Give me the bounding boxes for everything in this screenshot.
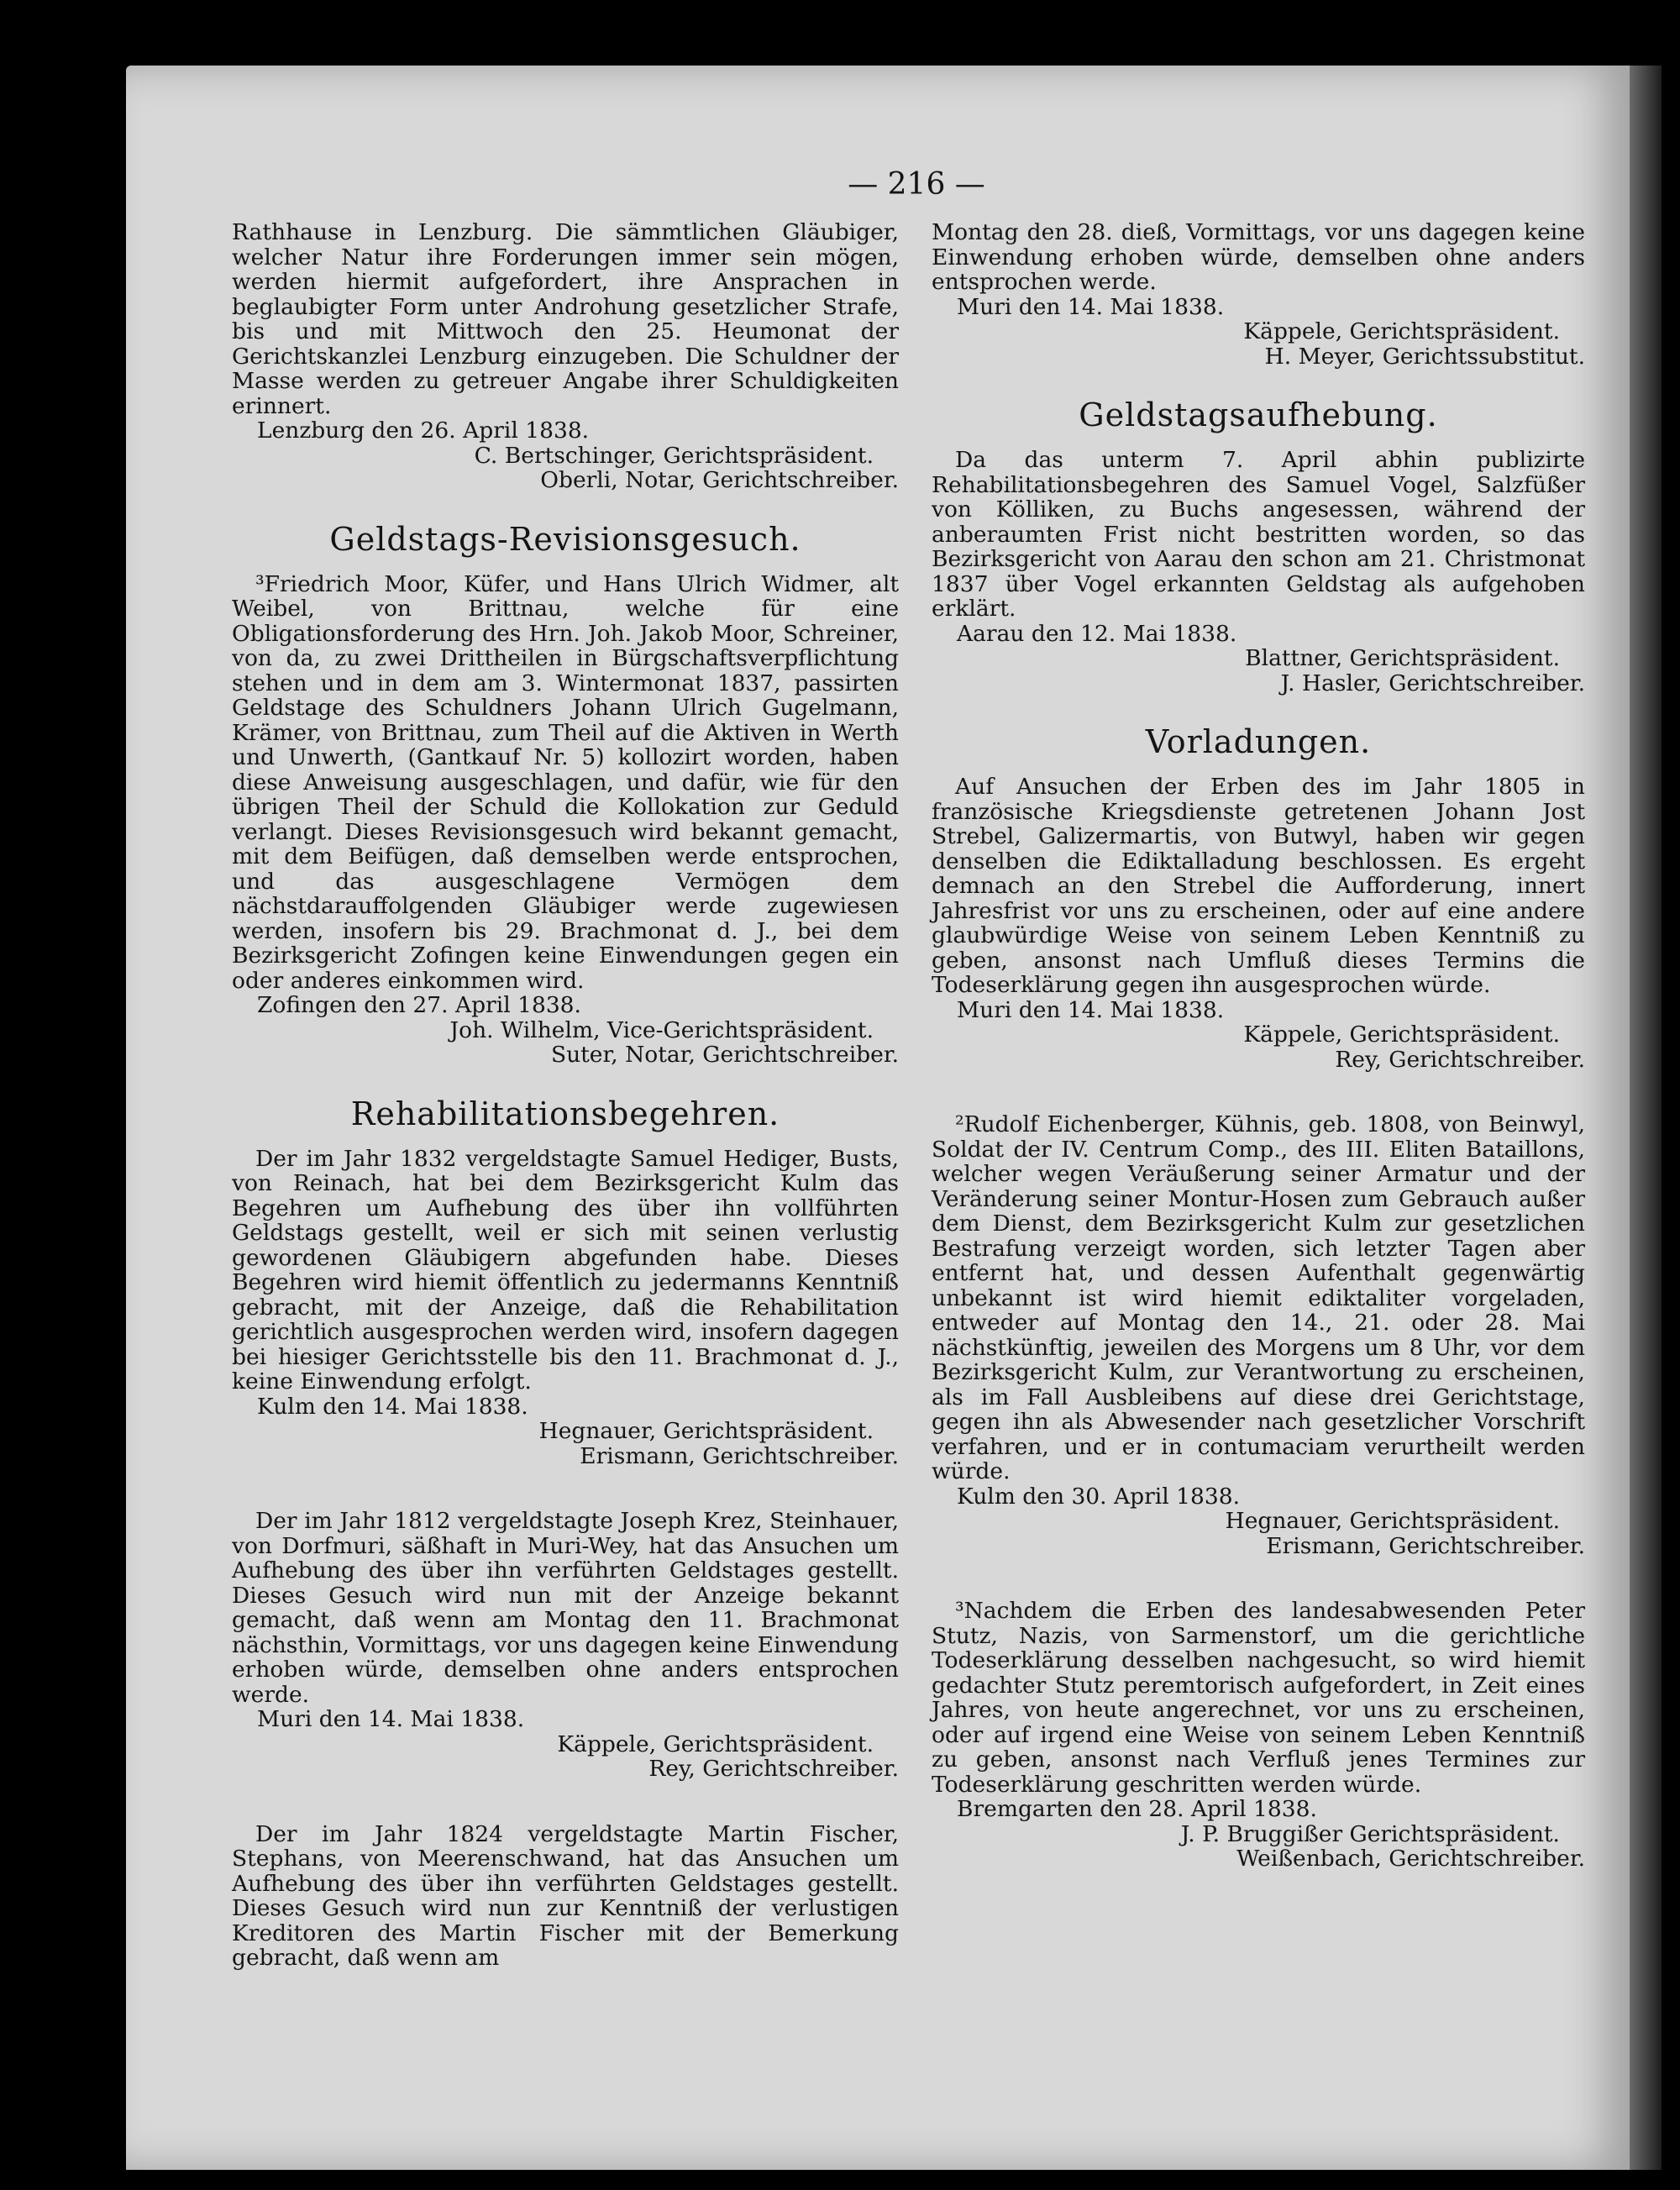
intro-signature-2: Oberli, Notar, Gerichtschreiber. [540,467,899,493]
heading-revisionsgesuch: Geldstags-Revisionsgesuch. [329,520,801,558]
vorladung-2-signature-2: Erismann, Gerichtschreiber. [1266,1532,1585,1559]
rehabilitation-2-paragraph: Der im Jahr 1812 vergeldstagte Joseph Krez, Steinhauer, von Dorfmuri, säßhaft in Muri-Wey, hat das Ansuchen um Aufhebung des über ihn verführten Geldstages gestellt. Dieses Gesuch wird nun mit der Anzeige bekannt gemacht, daß wenn am Montag den 11. Brachmonat nächsthin, Vormittags, vor uns dagegen keine Einwendung erhoben würde, demselben ohne anders entsprochen werde. [232,1508,899,1708]
heading-rehabilitation: Rehabilitationsbegehren. [350,1095,780,1132]
vorladung-2-paragraph: ²Rudolf Eichenberger, Kühnis, geb. 1808, von Beinwyl, Soldat der IV. Centrum Comp., des III. Eliten Bataillons, welcher wegen Veräußerung seiner Armatur und der Veränderung seiner Montur-Hosen zum Gebrauch außer dem Dienst, dem Bezirksgericht Kulm zur gesetzlichen Bestrafung verzeigt worden, sich letzter Tagen aber entfernt hat, und dessen Aufenthalt gegenwärtig unbekannt ist wird hiemit ediktaliter vorgeladen, entweder auf Montag den 14., 21. oder 28. Mai nächstkünftig, jeweilen des Morgens um 8 Uhr, vor dem Bezirksgericht Kulm, zur Verantwortung zu erscheinen, als im Fall Ausbleibens auf diese drei Gerichtstage, gegen ihn als Abwesender nach gesetzlicher Vorschrift verfahren, und er in contumaciam verurtheilt werden würde. [932,1111,1585,1484]
revision-signature-2: Suter, Notar, Gerichtschreiber. [550,1042,899,1068]
heading-aufhebung: Geldstagsaufhebung. [1079,397,1438,433]
left-column [232,220,899,1971]
continuation-paragraph: Montag den 28. dieß, Vormittags, vor uns dagegen keine Einwendung erhoben würde, demselben ohne anders entsprochen werde. [932,219,1585,295]
rehabilitation-2-date: Muri den 14. Mai 1838. [257,1706,525,1732]
revision-paragraph: ³Friedrich Moor, Küfer, und Hans Ulrich Widmer, alt Weibel, von Brittnau, welche für eine Obligationsforderung des Hrn. Joh. Jakob Moor, Schreiner, von da, zu zwei Drittheilen in Bürgschaftsverpflichtung stehen und in dem am 3. Wintermonat 1837, passirten Geldstage des Schuldners Johann Ulrich Gugelmann, Krämer, von Brittnau, zum Theil auf die Aktiven in Werth und Unwerth, (Gantkauf Nr. 5) kollozirt worden, haben diese Anweisung ausgeschlagen, und dafür, wie für den übrigen Theil der Schuld die Kollokation zur Geduld verlangt. Dieses Revisionsgesuch wird bekannt gemacht, mit dem Beifügen, daß demselben werde entsprochen, und das ausgeschlagene Vermögen dem nächstdarauffolgenden Gläubiger werde zugewiesen werden, insofern bis 29. Brachmonat d. J., bei dem Bezirksgericht Zofingen keine Einwendungen gegen ein oder anderes einkommen wird. [232,570,899,994]
rehabilitation-1-paragraph: Der im Jahr 1832 vergeldstagte Samuel Hediger, Busts, von Reinach, hat bei dem Bezirksgericht Kulm das Begehren um Aufhebung des über ihn vollführten Geldstags gestellt, weil er sich mit seinen verlustig gewordenen Gläubigern abgefunden habe. Dieses Begehren wird hiemit öffentlich zu jedermanns Kenntniß gebracht, mit der Anzeige, daß die Rehabilitation gerichtlich ausgesprochen werden wird, insofern dagegen bei hiesiger Gerichtsstelle bis den 11. Brachmonat d. J., keine Einwendung erfolgt. [232,1145,899,1394]
vorladung-3-date: Bremgarten den 28. April 1838. [957,1796,1317,1822]
vorladung-2-date: Kulm den 30. April 1838. [957,1483,1241,1510]
continuation-date: Muri den 14. Mai 1838. [957,293,1225,320]
aufhebung-signature-2: J. Hasler, Gerichtschreiber. [1280,670,1585,696]
vorladung-1-signature-1: Käppele, Gerichtspräsident. [1243,1021,1560,1048]
vorladung-3-paragraph: ³Nachdem die Erben des landesabwesenden Peter Stutz, Nazis, von Sarmenstorf, um die gerichtliche Todeserklärung desselben nachgesucht, so wird hiemit gedachter Stutz peremtorisch aufgefordert, in Zeit eines Jahres, von heute angerechnet, vor uns zu erscheinen, oder auf irgend eine Weise von seinem Leben Kenntniß zu geben, ansonst nach Verfluß jenes Termines zur Todeserklärung geschritten werden würde. [932,1598,1585,1798]
vorladung-1-paragraph: Auf Ansuchen der Erben des im Jahr 1805 in französische Kriegsdienste getretenen Johann Jost Strebel, Galizermartis, von Butwyl, haben wir gegen denselben die Ediktalladung beschlossen. Es ergeht demnach an den Strebel die Aufforderung, innert Jahresfrist vor uns zu erscheinen, oder auf eine andere glaubwürdige Weise von seinem Leben Kenntniß zu geben, ansonst nach Umfluß dieses Termins die Todeserklärung gegen ihn ausgesprochen würde. [932,774,1585,998]
continuation-signature-1: Käppele, Gerichtspräsident. [1243,318,1560,344]
rehabilitation-2-signature-1: Käppele, Gerichtspräsident. [557,1730,874,1757]
intro-signature-1: C. Bertschinger, Gerichtspräsident. [474,442,874,469]
vorladung-3-signature-2: Weißenbach, Gerichtschreiber. [1236,1846,1585,1872]
rehabilitation-3-paragraph: Der im Jahr 1824 vergeldstagte Martin Fischer, Stephans, von Meerenschwand, hat das Ansuchen um Aufhebung des über ihn verführten Geldstages gestellt. Dieses Gesuch wird nun zur Kenntniß der verlustigen Kreditoren des Martin Fischer mit der Bemerkung gebracht, daß wenn am [232,1820,899,1971]
vorladung-1-date: Muri den 14. Mai 1838. [957,996,1225,1023]
page-edge [1630,66,1662,2170]
right-column [932,220,1585,1872]
revision-signature-1: Joh. Wilhelm, Vice-Gerichtspräsident. [449,1016,874,1043]
continuation-signature-2: H. Meyer, Gerichtssubstitut. [1264,343,1585,370]
vorladung-3-signature-1: J. P. Bruggißer Gerichtspräsident. [1180,1820,1560,1847]
aufhebung-date: Aarau den 12. Mai 1838. [957,620,1237,647]
rehabilitation-1-signature-2: Erismann, Gerichtschreiber. [580,1442,899,1469]
heading-vorladungen: Vorladungen. [1145,723,1372,760]
aufhebung-paragraph: Da das unterm 7. April abhin publizirte Rehabilitationsbegehren des Samuel Vogel, Salzfüßer von Kölliken, zu Buchs angesessen, während der anberaumten Frist nicht bestritten worden, so das Bezirksgericht von Aarau den schon am 21. Christmonat 1837 über Vogel erkannten Geldstag als aufgehoben erklärt. [932,447,1585,622]
aufhebung-signature-1: Blattner, Gerichtspräsident. [1245,645,1560,671]
rehabilitation-1-signature-1: Hegnauer, Gerichtspräsident. [538,1418,874,1444]
intro-date: Lenzburg den 26. April 1838. [257,418,590,444]
revision-date: Zofingen den 27. April 1838. [257,992,581,1018]
vorladung-2-signature-1: Hegnauer, Gerichtspräsident. [1225,1508,1560,1534]
vorladung-1-signature-2: Rey, Gerichtschreiber. [1335,1046,1585,1073]
rehabilitation-2-signature-2: Rey, Gerichtschreiber. [648,1756,899,1782]
rehabilitation-1-date: Kulm den 14. Mai 1838. [257,1393,528,1420]
intro-paragraph: Rathhause in Lenzburg. Die sämmtlichen Gläubiger, welcher Natur ihre Forderungen immer sein mögen, werden hiermit aufgefordert, ihre Ansprachen in beglaubigter Form unter Androhung gesetzlicher Strafe, bis und mit Mittwoch den 25. Heumonat der Gerichtskanzlei Lenzburg einzugeben. Die Schuldner der Masse werden zu getreuer Angabe ihrer Schuldigkeiten erinnert. [232,219,899,419]
page-number: — 216 — [848,167,985,202]
